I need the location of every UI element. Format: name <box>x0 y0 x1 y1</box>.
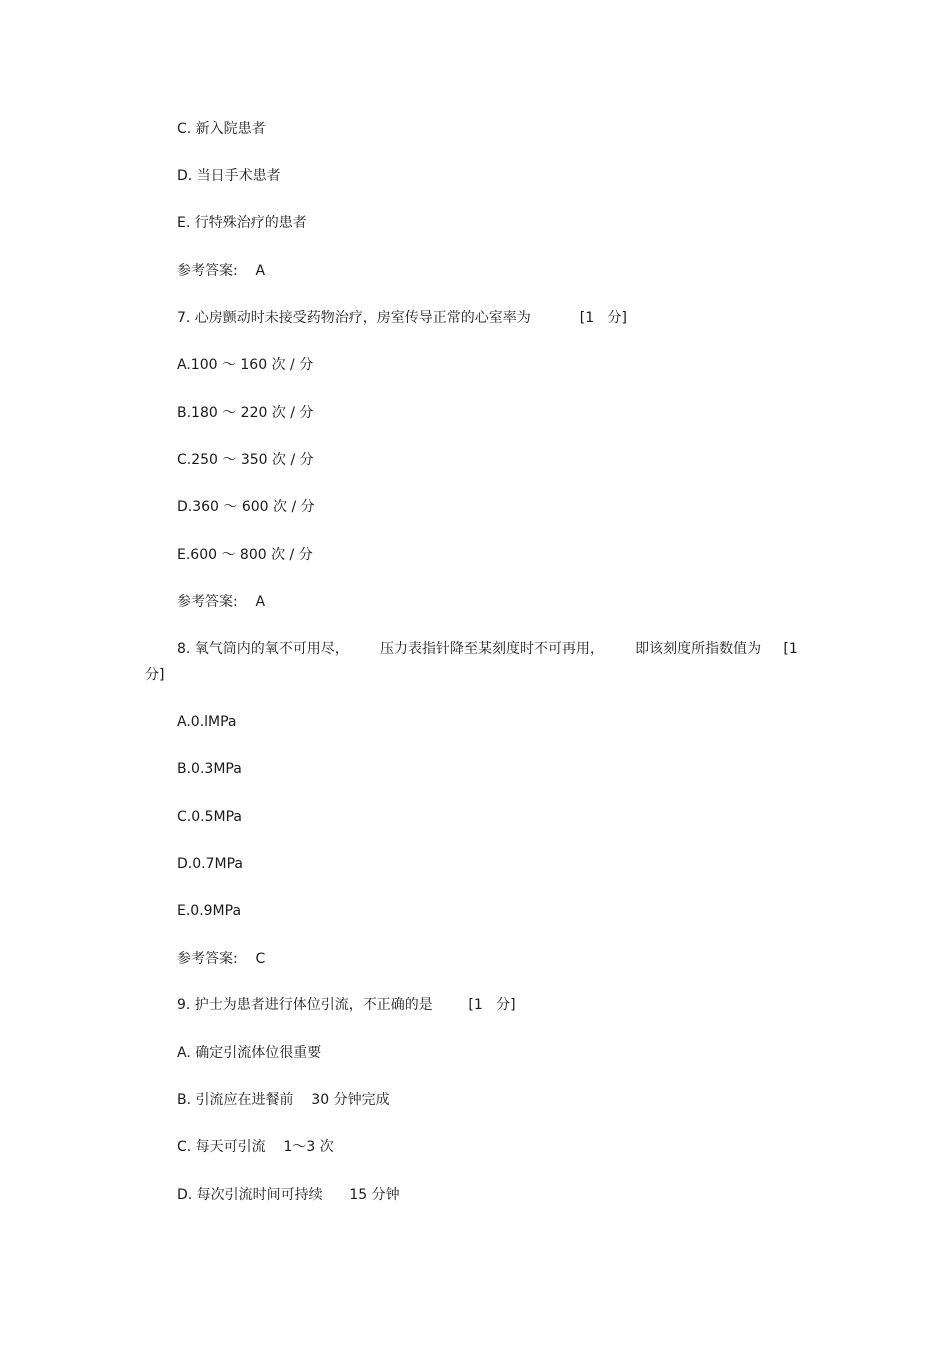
option-b-q7: B.180 ～ 220 次 / 分 <box>177 405 314 421</box>
option-e-q8: E.0.9MPa <box>177 903 242 919</box>
question-8-continuation: 分] <box>145 667 165 683</box>
question-8: 8. 氧气筒内的氧不可用尽， 压力表指针降至某刻度时不可再用， 即该刻度所指数值为 [1 <box>177 641 798 657</box>
question-9: 9. 护士为患者进行体位引流，不正确的是 [1 分] <box>177 997 516 1013</box>
option-b-q8: B.0.3MPa <box>177 761 242 777</box>
option-e-q7: E.600 ～ 800 次 / 分 <box>177 547 313 563</box>
option-c-q6: C. 新入院患者 <box>177 121 266 137</box>
option-c-q9: C. 每天可引流 1～3 次 <box>177 1139 334 1155</box>
option-a-q7: A.100 ～ 160 次 / 分 <box>177 357 314 373</box>
answer-q7: 参考答案: A <box>177 594 266 610</box>
option-d-q6: D. 当日手术患者 <box>177 168 281 184</box>
option-b-q9: B. 引流应在进餐前 30 分钟完成 <box>177 1092 390 1108</box>
option-d-q8: D.0.7MPa <box>177 856 243 872</box>
option-d-q9: D. 每次引流时间可持续 15 分钟 <box>177 1187 400 1203</box>
question-7: 7. 心房颤动时未接受药物治疗，房室传导正常的心室率为 [1 分] <box>177 310 627 326</box>
option-a-q9: A. 确定引流体位很重要 <box>177 1045 322 1061</box>
answer-q8: 参考答案: C <box>177 951 266 967</box>
option-e-q6: E. 行特殊治疗的患者 <box>177 215 307 231</box>
option-a-q8: A.0.lMPa <box>177 714 237 730</box>
option-c-q7: C.250 ～ 350 次 / 分 <box>177 452 314 468</box>
option-d-q7: D.360 ～ 600 次 / 分 <box>177 499 315 515</box>
answer-q6: 参考答案: A <box>177 263 266 279</box>
option-c-q8: C.0.5MPa <box>177 809 242 825</box>
